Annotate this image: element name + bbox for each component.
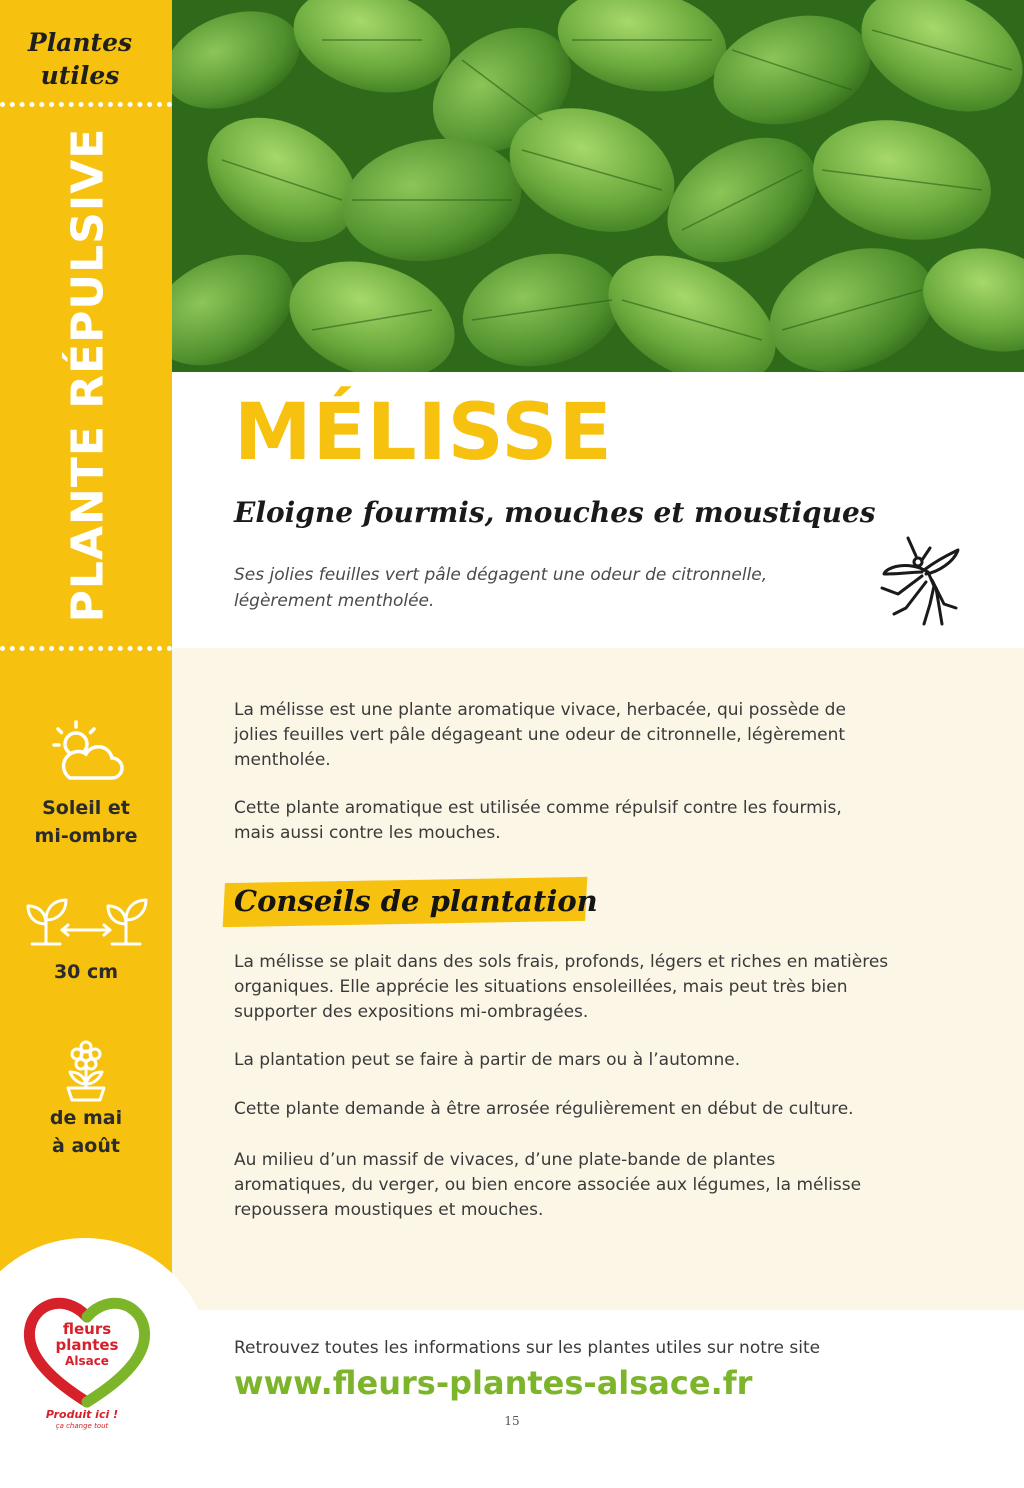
section-title: Conseils de plantation [234, 884, 598, 918]
sun-cloud-icon [0, 716, 172, 793]
paragraph-planting-time [234, 1048, 924, 1073]
logo-tagline: Produit ici ! [45, 1408, 119, 1421]
p1-line2: jolies feuilles vert pâle dégageant une odeur de citronnelle, légèrement [234, 725, 846, 745]
p1-line3: mentholée. [234, 750, 331, 770]
p6-line2: aromatiques, du verger, ou bien encore associée aux légumes, la mélisse [234, 1175, 862, 1195]
paragraph-soil [234, 950, 924, 1025]
intro-text [234, 562, 854, 614]
exposure-label [0, 794, 172, 850]
flowering-line2: à août [52, 1135, 120, 1157]
page-number: 15 [504, 1414, 520, 1428]
category-wrap [0, 110, 172, 640]
fleurs-plantes-alsace-logo [22, 1290, 152, 1430]
flower-pot-icon [0, 1040, 172, 1107]
dotted-divider [0, 646, 172, 651]
paragraph-usage [234, 796, 924, 846]
p3-line2: organiques. Elle apprécie les situations ensoleillées, mais peut très bien [234, 977, 848, 997]
p1-line1: La mélisse est une plante aromatique vivace, herbacée, qui possède de [234, 700, 846, 720]
exposure-line2: mi-ombre [34, 825, 138, 847]
paragraph-watering [234, 1097, 924, 1122]
series-title-line1: Plantes [27, 28, 133, 57]
paragraph-placement [234, 1148, 924, 1223]
website-link[interactable]: www.fleurs-plantes-alsace.fr [234, 1364, 753, 1402]
footer-text: Retrouvez toutes les informations sur les plantes utiles sur notre site [234, 1338, 821, 1358]
p3-line1: La mélisse se plait dans des sols frais, profonds, légers et riches en matières [234, 952, 889, 972]
p4-line1: La plantation peut se faire à partir de mars ou à l’automne. [234, 1050, 741, 1070]
p5-line1: Cette plante demande à être arrosée régulièrement en début de culture. [234, 1099, 854, 1119]
logo-tagline2: ça change tout [55, 1422, 109, 1430]
dotted-divider [0, 102, 172, 107]
spacing-label: 30 cm [53, 961, 119, 983]
p6-line1: Au milieu d’un massif de vivaces, d’une plate-bande de plantes [234, 1150, 776, 1170]
logo-line3: Alsace [65, 1354, 109, 1368]
paragraph-description [234, 698, 924, 773]
series-title-line2: utiles [40, 61, 120, 90]
p2-line2: mais aussi contre les mouches. [234, 823, 501, 843]
plant-photo [172, 0, 1024, 372]
p3-line3: supporter des expositions mi-ombragées. [234, 1002, 589, 1022]
exposure-line1: Soleil et [42, 797, 130, 819]
logo-line2: plantes [55, 1336, 119, 1354]
logo-line1: fleurs [62, 1320, 112, 1338]
flowering-label [0, 1104, 172, 1160]
flowering-line1: de mai [49, 1107, 123, 1129]
page-subtitle: Eloigne fourmis, mouches et moustiques [234, 496, 876, 529]
p2-line1: Cette plante aromatique est utilisée comme répulsif contre les fourmis, [234, 798, 842, 818]
spacing-seedlings-icon [0, 892, 172, 955]
intro-line1: Ses jolies feuilles vert pâle dégagent une odeur de citronnelle, [234, 565, 768, 585]
intro-line2: légèrement mentholée. [234, 591, 435, 611]
sidebar-series-title [0, 26, 160, 92]
category-label: PLANTE RÉPULSIVE [62, 127, 114, 623]
page-title: MÉLISSE [234, 388, 613, 478]
p6-line3: repoussera moustiques et mouches. [234, 1200, 544, 1220]
mosquito-icon [872, 528, 962, 638]
